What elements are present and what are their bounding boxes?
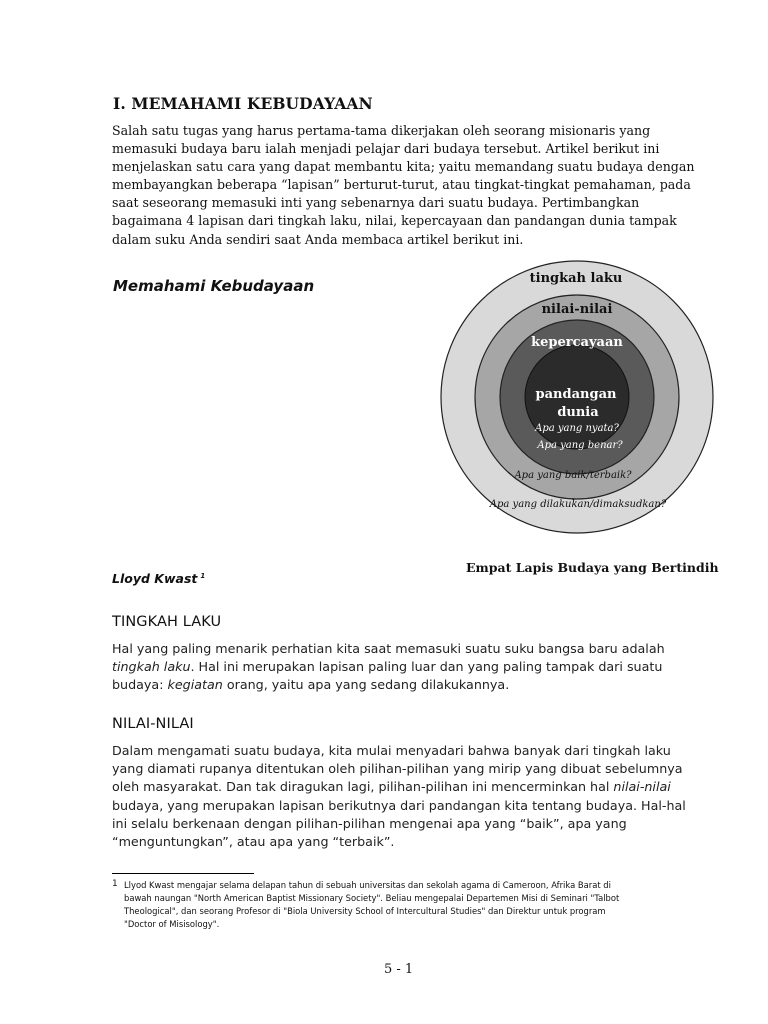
ring2-label: nilai-nilai bbox=[541, 302, 613, 317]
ring1-label: tingkah laku bbox=[529, 271, 623, 286]
question-good: Apa yang baik/terbaik? bbox=[514, 470, 632, 481]
footnote-line: "Doctor of Misisology". bbox=[124, 919, 220, 929]
para-line: Hal yang paling menarik perhatian kita saat memasuki suatu suku bangsa baru adalah bbox=[112, 641, 665, 656]
para-line: tingkah laku. Hal ini merupakan lapisan paling luar dan yang paling tampak dari suatu bbox=[112, 659, 663, 675]
section-values-paragraph bbox=[112, 742, 686, 851]
page-number: 5 - 1 bbox=[384, 962, 414, 977]
section-title-behavior: TINGKAH LAKU bbox=[112, 614, 222, 630]
footnote-mark[interactable]: 1 bbox=[200, 571, 206, 580]
author-name: Lloyd Kwast bbox=[112, 571, 198, 586]
emphasis-behavior: tingkah laku bbox=[112, 659, 191, 675]
para-line: budaya: kegiatan orang, yaitu apa yang sedang dilakukannya. bbox=[112, 677, 510, 693]
section-behavior-paragraph bbox=[112, 640, 672, 695]
question-true: Apa yang benar? bbox=[537, 440, 623, 451]
core-label-line1: pandangan bbox=[535, 387, 617, 402]
intro-line: memasuki budaya baru ialah menjadi pelajar dari budaya tersebut. Artikel berikut ini bbox=[112, 141, 660, 157]
page-heading: I. MEMAHAMI KEBUDAYAAN bbox=[113, 94, 373, 113]
emphasis-values: nilai-nilai bbox=[613, 779, 671, 795]
intro-line: bagaimana 4 lapisan dari tingkah laku, nilai, kepercayaan dan pandangan dunia tampak bbox=[112, 213, 677, 229]
para-line: yang diamati rupanya ditentukan oleh pilihan-pilihan yang mirip yang dibuat sebelumnya bbox=[112, 761, 683, 777]
intro-line: dalam suku Anda sendiri saat Anda membaca artikel berikut ini. bbox=[112, 231, 524, 247]
para-line: Dalam mengamati suatu budaya, kita mulai menyadari bahwa banyak dari tingkah laku bbox=[112, 743, 671, 758]
para-line: ini selalu berkenaan dengan pilihan-pilihan mengenai apa yang “baik”, apa yang bbox=[112, 815, 627, 831]
emphasis-activity: kegiatan bbox=[167, 677, 223, 693]
para-line: budaya, yang merupakan lapisan berikutnya dari pandangan kita tentang budaya. Hal-hal bbox=[112, 797, 686, 813]
intro-line: saat seseorang memasuki inti yang sebenarnya dari suatu budaya. Pertimbangkan bbox=[112, 195, 640, 211]
para-line: “menguntungkan”, atau apa yang “terbaik”. bbox=[112, 834, 395, 850]
section-title-values: NILAI-NILAI bbox=[112, 716, 194, 732]
footnote-line: Theological", dan seorang Profesor di "Biola University School of Intercultural Studies" dan Direktur untuk program bbox=[124, 906, 606, 916]
intro-line: menjelaskan satu cara yang dapat membantu kita; yaitu memandang suatu budaya dengan bbox=[112, 159, 695, 175]
para-line: oleh masyarakat. Dan tak diragukan lagi, pilihan-pilihan ini mencerminkan hal nilai-nilai bbox=[112, 779, 671, 795]
author-line bbox=[112, 571, 205, 586]
footnote-line: Llyod Kwast mengajar selama delapan tahun di sebuah universitas dan sekolah agama di Cameroon, Afrika Barat di bbox=[124, 880, 611, 890]
intro-line: Salah satu tugas yang harus pertama-tama dikerjakan oleh seorang misionaris yang bbox=[112, 123, 651, 138]
core-label-line2: dunia bbox=[557, 405, 599, 420]
question-real: Apa yang nyata? bbox=[535, 423, 619, 434]
question-done: Apa yang dilakukan/dimaksudkan? bbox=[489, 499, 667, 510]
footnote-line: bawah naungan "North American Baptist Missionary Society". Beliau mengepalai Departemen Misi di Seminari "Talbot bbox=[124, 893, 620, 903]
intro-line: membayangkan beberapa “lapisan” berturut-turut, atau tingkat-tingkat pemahaman, pada bbox=[112, 177, 691, 193]
footnote-divider bbox=[112, 873, 254, 874]
article-title: Memahami Kebudayaan bbox=[113, 277, 315, 295]
diagram-caption: Empat Lapis Budaya yang Bertindih bbox=[466, 560, 719, 575]
ring3-label: kepercayaan bbox=[531, 335, 623, 350]
footnote-number: 1 bbox=[112, 879, 118, 889]
footnote bbox=[112, 879, 672, 931]
